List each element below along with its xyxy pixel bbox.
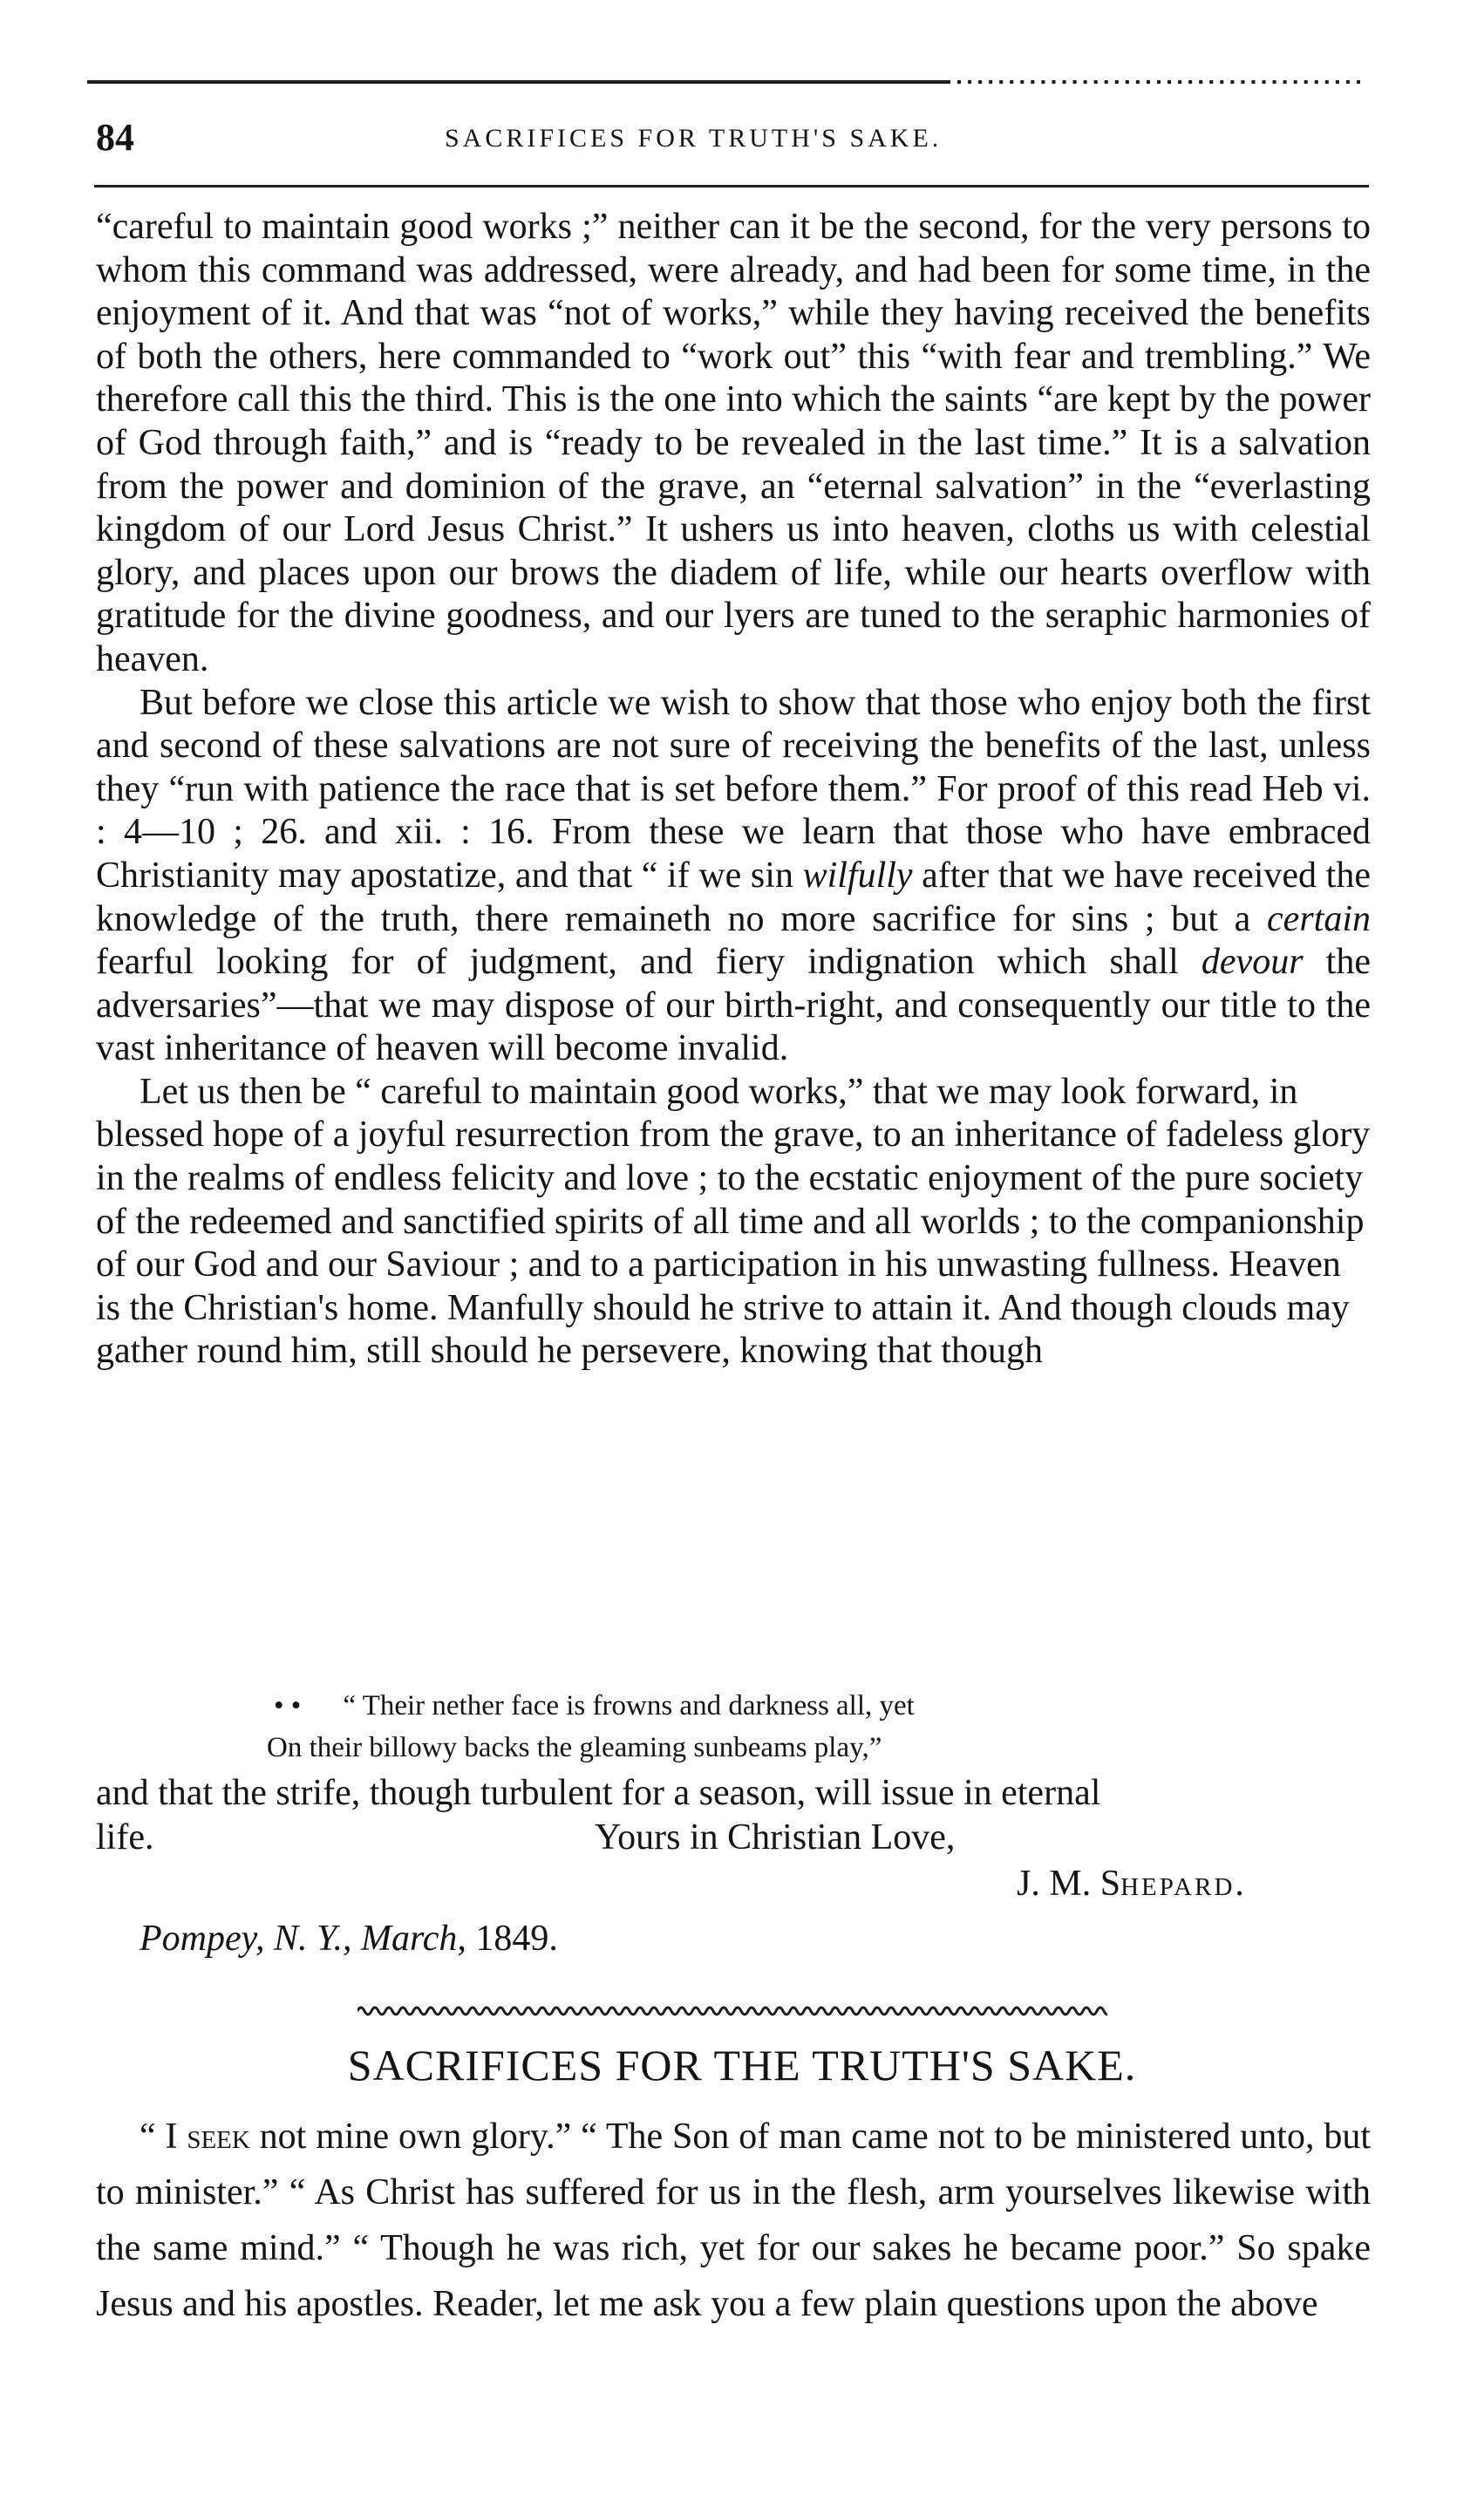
- paragraph-text: But before we close this article we wish to show that those who enjoy both the first and second of these salvations are not sure of receiving the benefits of the last, unless they “run with patience the race that is set before them.” For proof of this read Heb vi. : 4—10 ; 26. and xii. : 16. From these we learn that those who have embraced Christianity may apostatize, and that “ if we sin: [96, 682, 1371, 896]
- italic-word: certain: [1267, 898, 1371, 939]
- article-title: SACRIFICES FOR THE TRUTH'S SAKE.: [347, 2041, 1137, 2090]
- running-title: SACRIFICES FOR TRUTH'S SAKE.: [445, 124, 943, 153]
- verse-text: On their billowy backs the gleaming sunbeams play,”: [267, 1732, 882, 1763]
- wavy-divider: [357, 2002, 1107, 2020]
- author-signature: [1017, 1862, 1247, 1905]
- place: Pompey, N. Y., March,: [140, 1919, 466, 1959]
- paragraph-continued: “careful to maintain good works ;” neither can it be the second, for the very persons to whom this command was addressed, were already, and had been for some time, in the enjoyment of it. And that was “not of works,” while they having received the benefits of both the others, here commanded to “work out” this “with fear and trembling.” We therefore call this the third. This is the one into which the saints “are kept by the power of God through faith,” and is “ready to be revealed in the last time.” It is a salvation from the power and dominion of the grave, an “eternal salvation” in the “everlasting kingdom of our Lord Jesus Christ.” It ushers us into heaven, cloths us with celestial glory, and places upon our brows the diadem of life, while our hearts overflow with gratitude for the divine goodness, and our lyers are tuned to the seraphic harmonies of heaven.: [96, 207, 1371, 679]
- verse-line-two: [96, 1728, 1484, 1767]
- paragraph-text: fearful looking for of judgment, and fiery indignation which shall: [96, 942, 1201, 983]
- place-and-date: [140, 1917, 558, 1960]
- opening-quote: “ I: [140, 2117, 187, 2157]
- verse-line-one: [96, 1687, 1484, 1725]
- article-two-paragraph: [96, 2109, 1371, 2332]
- italic-word: devour: [1201, 942, 1304, 983]
- verse-text: “ Their nether face is frowns and darkness all, yet: [343, 1690, 915, 1721]
- after-verse-line: and that the strife, though turbulent for a season, will issue in eternal: [96, 1773, 1101, 1813]
- signature-initials: J. M. S: [1017, 1864, 1121, 1904]
- year: 1849.: [475, 1919, 558, 1959]
- paragraph-exhortation: Let us then be “ careful to maintain good works,” that we may look forward, in blessed hope of a joyful resurrection from the grave, to an inheritance of fadeless glory in the realms of endless felicity and love ; to the ecstatic enjoyment of the pure society of the redeemed and sanctified spirits of all time and all worlds ; to the companionship of our God and our Saviour ; and to a participation in his unwasting fullness. Heaven is the Christian's home. Manfully should he strive to attain it. And though clouds may gather round him, still should he persevere, knowing that though: [96, 1071, 1371, 1372]
- first-word: seek: [187, 2117, 250, 2157]
- header-rule: [94, 185, 1369, 187]
- article-one-body: [96, 206, 1371, 1374]
- article-two-body: [96, 2109, 1371, 2332]
- paragraph-apostasy: [96, 682, 1371, 1071]
- paragraph-text: the adversaries”—that we may dispose of our birth-right, and consequently our title to the vast inheritance of heaven will become invalid.: [96, 942, 1371, 1069]
- closing-word: life.: [96, 1817, 154, 1858]
- italic-word: wilfully: [802, 855, 913, 896]
- paragraph-text: after that we have received the knowledge of the truth, there remaineth no more sacrifice for sins ; but a: [96, 855, 1371, 939]
- valediction: Yours in Christian Love,: [595, 1817, 956, 1858]
- verse-marks: • •: [274, 1690, 302, 1721]
- signature-surname: hepard.: [1120, 1864, 1247, 1904]
- paragraph-text: not mine own glory.” “ The Son of man came not to be ministered unto, but to minister.” “ As Christ has suffered for us in the flesh, arm yourselves likewise with the same mind.” “ Though he was rich, yet for our sakes he became poor.” So spake Jesus and his apostles. Reader, let me ask you a few plain questions upon the above: [96, 2117, 1371, 2324]
- page-number: 84: [96, 116, 134, 159]
- running-head: [96, 112, 1369, 164]
- top-rule-broken-segment: [950, 80, 1367, 84]
